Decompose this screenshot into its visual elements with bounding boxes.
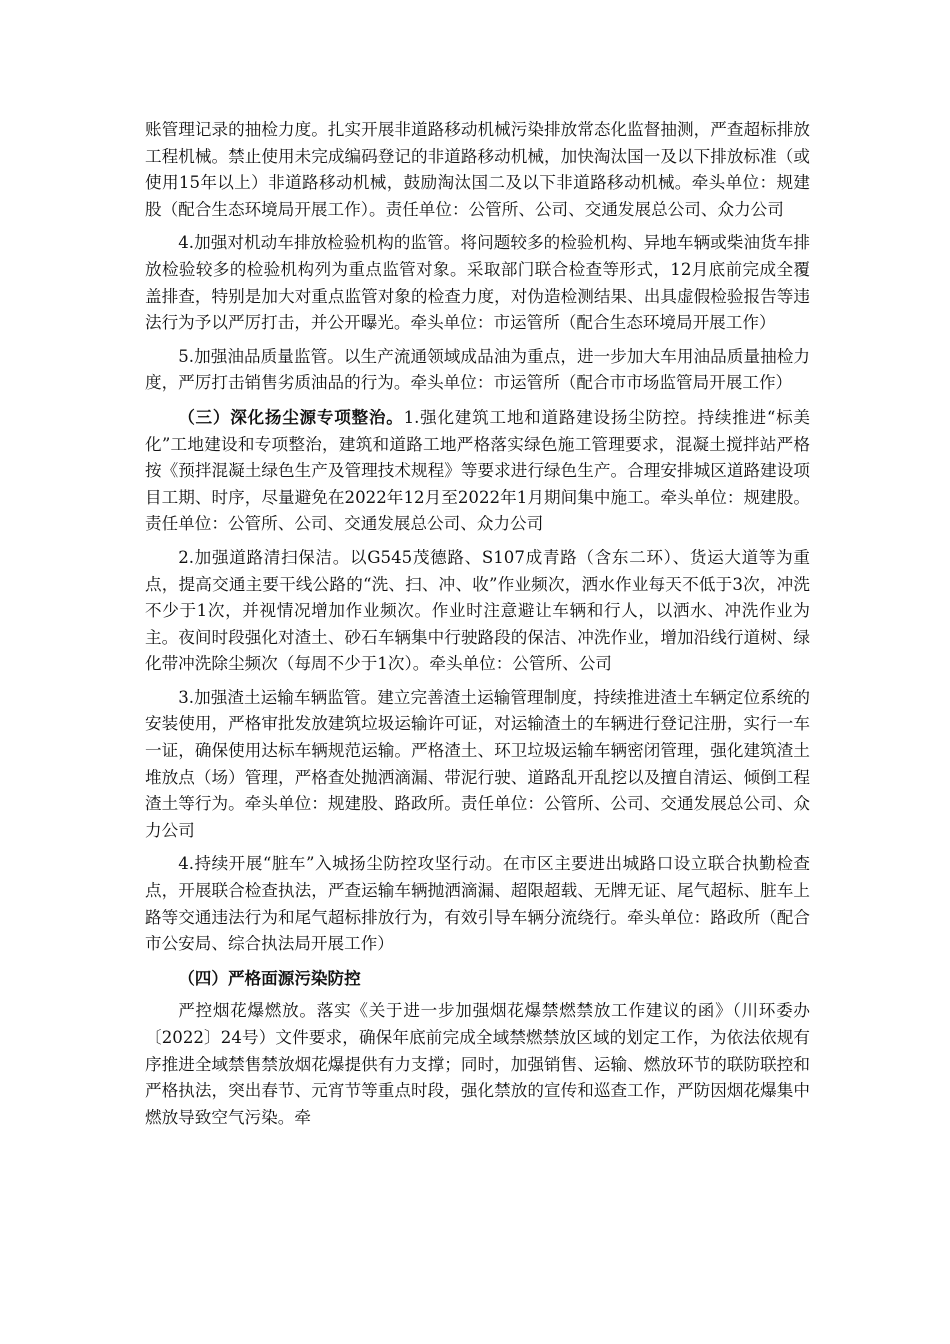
paragraph-fireworks: 严控烟花爆燃放。落实《关于进一步加强烟花爆禁燃禁放工作建议的函》（川环委办〔2022〕24号）文件要求，确保年底前完成全域禁燃禁放区域的划定工作，为依法依规有序推进全域禁售禁放烟花爆提供有力支撑；同时，加强销售、运输、燃放环节的联防联控和严格执法，突出春节、元宵节等重点时段，强化禁放的宣传和巡查工作，严防因烟花爆集中燃放导致空气污染。牵 bbox=[145, 1001, 810, 1127]
paragraph-dust-control-text: 1.强化建筑工地和道路建设扬尘防控。持续推进“标美化”工地建设和专项整治，建筑和道路工地严格落实绿色施工管理要求，混凝土搅拌站严格按《预拌混凝土绿色生产及管理技术规程》等要求进行绿色生产。合理安排城区道路建设项目工期、时序，尽量避免在2022年12月至2022年1月期间集中施工。牵头单位：规建股。责任单位：公管所、公司、交通发展总公司、众力公司 bbox=[145, 407, 810, 534]
section-heading-3: （三）深化扬尘源专项整治。 bbox=[178, 406, 404, 427]
section-heading-4: （四）严格面源污染防控 bbox=[178, 967, 361, 988]
paragraph-vehicle-inspection: 4.加强对机动车排放检验机构的监管。将问题较多的检验机构、异地车辆或柴油货车排放检验较多的检验机构列为重点监管对象。采取部门联合检查等形式，12月底前完成全覆盖排查，特别是加大对重点监管对象的检查力度，对伪造检测结果、出具虚假检验报告等违法行为予以严厉打击，并公开曝光。牵头单位：市运管所（配合生态环境局开展工作） bbox=[145, 233, 810, 333]
paragraph-dirty-vehicles: 4.持续开展“脏车”入城扬尘防控攻坚行动。在市区主要进出城路口设立联合执勤检查点，开展联合检查执法，严查运输车辆抛洒滴漏、超限超载、无牌无证、尾气超标、脏车上路等交通违法行为和尾气超标排放行为，有效引导车辆分流绕行。牵头单位：路政所（配合市公安局、综合执法局开展工作） bbox=[145, 854, 810, 954]
document-body bbox=[145, 117, 810, 1138]
paragraph-dust-control bbox=[145, 404, 810, 538]
paragraph-muck-transport: 3.加强渣土运输车辆监管。建立完善渣土运输管理制度，持续推进渣土车辆定位系统的安装使用，严格审批发放建筑垃圾运输许可证，对运输渣土的车辆进行登记注册，实行一车一证，确保使用达标车辆规范运输。严格渣土、环卫垃圾运输车辆密闭管理，强化建筑渣土堆放点（场）管理，严格查处抛洒滴漏、带泥行驶、道路乱开乱挖以及擅自清运、倾倒工程渣土等行为。牵头单位：规建股、路政所。责任单位：公管所、公司、交通发展总公司、众力公司 bbox=[145, 687, 810, 840]
paragraph-road-cleaning: 2.加强道路清扫保洁。以G545茂德路、S107成青路（含东二环）、货运大道等为重点，提高交通主要干线公路的“洗、扫、冲、收”作业频次，洒水作业每天不低于3次，冲洗不少于1次，并视情况增加作业频次。作业时注意避让车辆和行人，以洒水、冲洗作业为主。夜间时段强化对渣土、砂石车辆集中行驶路段的保洁、冲洗作业，增加沿线行道树、绿化带冲洗除尘频次（每周不少于1次）。牵头单位：公管所、公司 bbox=[145, 547, 810, 674]
paragraph-fuel-quality: 5.加强油品质量监管。以生产流通领域成品油为重点，进一步加大车用油品质量抽检力度，严厉打击销售劣质油品的行为。牵头单位：市运管所（配合市市场监管局开展工作） bbox=[145, 346, 810, 393]
paragraph-continuation: 账管理记录的抽检力度。扎实开展非道路移动机械污染排放常态化监督抽测，严查超标排放工程机械。禁止使用未完成编码登记的非道路移动机械，加快淘汰国一及以下排放标准（或使用15年以上）非道路移动机械，鼓励淘汰国二及以下非道路移动机械。牵头单位：规建股（配合生态环境局开展工作）。责任单位：公管所、公司、交通发展总公司、众力公司 bbox=[145, 120, 810, 219]
